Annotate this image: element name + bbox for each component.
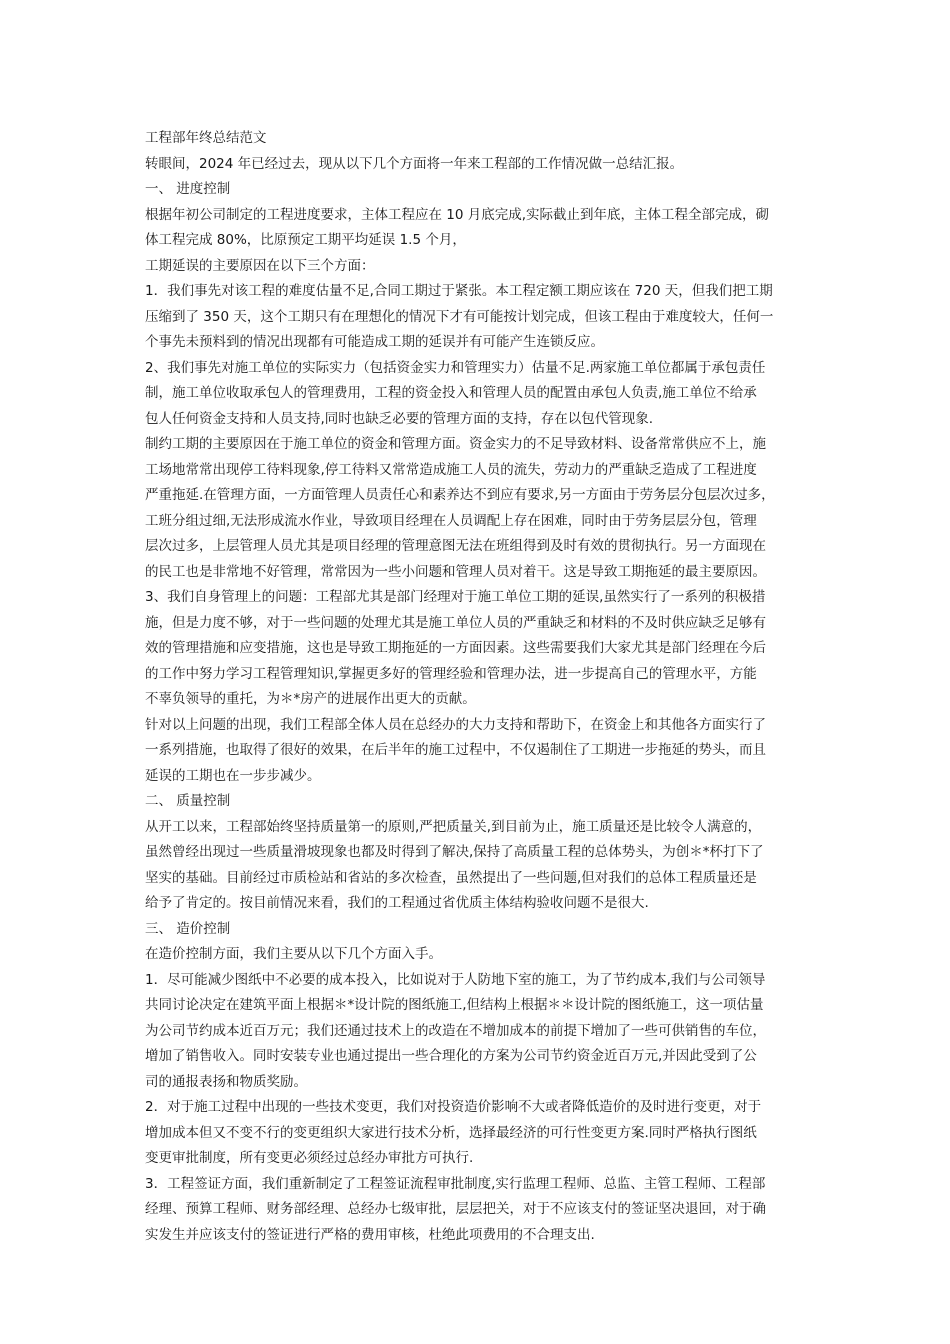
text-line: 工期延误的主要原因在以下三个方面： bbox=[145, 257, 375, 274]
text-line: 包人任何资金支持和人员支持,同时也缺乏必要的管理方面的支持，存在以包代管现象. bbox=[145, 410, 654, 427]
text-line: 压缩到了 350 天，这个工期只有在理想化的情况下才有可能按计划完成，但该工程由于难度较大，任何一 bbox=[145, 308, 774, 325]
text-line: 经理、预算工程师、财务部经理、总经办七级审批，层层把关，对于不应该支付的签证坚决退回，对于确 bbox=[145, 1201, 766, 1217]
text-line: 层次过多，上层管理人员尤其是项目经理的管理意图无法在班组得到及时有效的贯彻执行。另一方面现在 bbox=[145, 538, 766, 554]
text-line: 3．工程签证方面，我们重新制定了工程签证流程审批制度,实行监理工程师、总监、主管工程师、工程部 bbox=[145, 1175, 766, 1192]
text-line: 2、我们事先对施工单位的实际实力（包括资金实力和管理实力）估量不足.两家施工单位都属于承包责任 bbox=[145, 359, 766, 376]
text-line: 给予了肯定的。按目前情况来看，我们的工程通过省优质主体结构验收问题不是很大. bbox=[145, 895, 649, 911]
text-line: 坚实的基础。目前经过市质检站和省站的多次检查，虽然提出了一些问题,但对我们的总体工程质量还是 bbox=[145, 869, 757, 886]
text-line: 转眼间，2024 年已经过去，现从以下几个方面将一年来工程部的工作情况做一总结汇报。 bbox=[145, 155, 684, 172]
text-line: 为公司节约成本近百万元；我们还通过技术上的改造在不增加成本的前提下增加了一些可供销售的车位， bbox=[145, 1022, 766, 1039]
text-line: 效的管理措施和应变措施，这也是导致工期拖延的一方面因素。这些需要我们大家尤其是部门经理在今后 bbox=[145, 640, 766, 656]
text-line: 司的通报表扬和物质奖励。 bbox=[145, 1073, 307, 1090]
text-line: 体工程完成 80%，比原预定工期平均延误 1.5 个月， bbox=[145, 232, 466, 248]
text-line: 的民工也是非常地不好管理，常常因为一些小问题和管理人员对着干。这是导致工期拖延的最主要原因。 bbox=[145, 563, 766, 580]
text-line: 共同讨论决定在建筑平面上根据＊*设计院的图纸施工,但结构上根据＊＊设计院的图纸施工，这一项估量 bbox=[145, 997, 764, 1013]
text-line: 针对以上问题的出现，我们工程部全体人员在总经办的大力支持和帮助下，在资金上和其他各方面实行了 bbox=[145, 716, 766, 733]
text-line: 严重拖延.在管理方面，一方面管理人员责任心和素养达不到应有要求,另一方面由于劳务层分包层次过多， bbox=[145, 487, 775, 503]
text-line: 延误的工期也在一步步减少。 bbox=[145, 767, 321, 784]
text-line: 虽然曾经出现过一些质量滑坡现象也都及时得到了解决,保持了高质量工程的总体势头，为创＊*杯打下了 bbox=[145, 844, 764, 860]
text-line: 二、 质量控制 bbox=[145, 793, 231, 809]
text-line: 1．尽可能减少图纸中不必要的成本投入，比如说对于人防地下室的施工，为了节约成本,我们与公司领导 bbox=[145, 971, 766, 988]
text-line: 个事先未预料到的情况出现都有可能造成工期的延误并有可能产生连锁反应。 bbox=[145, 334, 604, 350]
text-line: 2．对于施工过程中出现的一些技术变更，我们对投资造价影响不大或者降低造价的及时进行变更，对于 bbox=[145, 1099, 762, 1115]
text-line: 增加成本但又不变不行的变更组织大家进行技术分析，选择最经济的可行性变更方案.同时严格执行图纸 bbox=[145, 1124, 757, 1141]
text-line: 增加了销售收入。同时安装专业也通过提出一些合理化的方案为公司节约资金近百万元,并因此受到了公 bbox=[145, 1048, 757, 1064]
text-line: 在造价控制方面，我们主要从以下几个方面入手。 bbox=[145, 946, 442, 962]
text-line: 三、 造价控制 bbox=[145, 920, 231, 937]
text-line: 一、 进度控制 bbox=[145, 181, 231, 197]
text-line: 不辜负领导的重托，为＊*房产的进展作出更大的贡献。 bbox=[145, 691, 476, 707]
document-title: 工程部年终总结范文 bbox=[145, 130, 267, 146]
text-line: 施，但是力度不够，对于一些问题的处理尤其是施工单位人员的严重缺乏和材料的不及时供应缺乏足够有 bbox=[145, 614, 766, 631]
text-line: 从开工以来，工程部始终坚持质量第一的原则,严把质量关,到目前为止，施工质量还是比较令人满意的， bbox=[145, 818, 762, 835]
text-line: 制约工期的主要原因在于施工单位的资金和管理方面。资金实力的不足导致材料、设备常常供应不上，施 bbox=[145, 436, 766, 452]
text-line: 3、我们自身管理上的问题：工程部尤其是部门经理对于施工单位工期的延误,虽然实行了一系列的积极措 bbox=[145, 589, 766, 605]
text-line: 1．我们事先对该工程的难度估量不足,合同工期过于紧张。本工程定额工期应该在 720 天，但我们把工期 bbox=[145, 283, 773, 299]
text-line: 实发生并应该支付的签证进行严格的费用审核，杜绝此项费用的不合理支出. bbox=[145, 1226, 595, 1243]
text-line: 工场地常常出现停工待料现象,停工待料又常常造成施工人员的流失，劳动力的严重缺乏造成了工程进度 bbox=[145, 461, 757, 478]
text-line: 根据年初公司制定的工程进度要求，主体工程应在 10 月底完成,实际截止到年底，主体工程全部完成，砌 bbox=[145, 206, 770, 223]
text-line: 工班分组过细,无法形成流水作业，导致项目经理在人员调配上存在困难，同时由于劳务层层分包，管理 bbox=[145, 512, 757, 529]
text-line: 的工作中努力学习工程管理知识,掌握更多好的管理经验和管理办法，进一步提高自己的管理水平，方能 bbox=[145, 665, 757, 682]
text-line: 变更审批制度，所有变更必须经过总经办审批方可执行. bbox=[145, 1150, 474, 1166]
text-line: 制，施工单位收取承包人的管理费用，工程的资金投入和管理人员的配置由承包人负责,施工单位不给承 bbox=[145, 385, 757, 401]
document-body bbox=[145, 152, 810, 1249]
document-page bbox=[145, 126, 810, 1248]
text-line: 一系列措施，也取得了很好的效果，在后半年的施工过程中，不仅遏制住了工期进一步拖延的势头，而且 bbox=[145, 742, 766, 758]
